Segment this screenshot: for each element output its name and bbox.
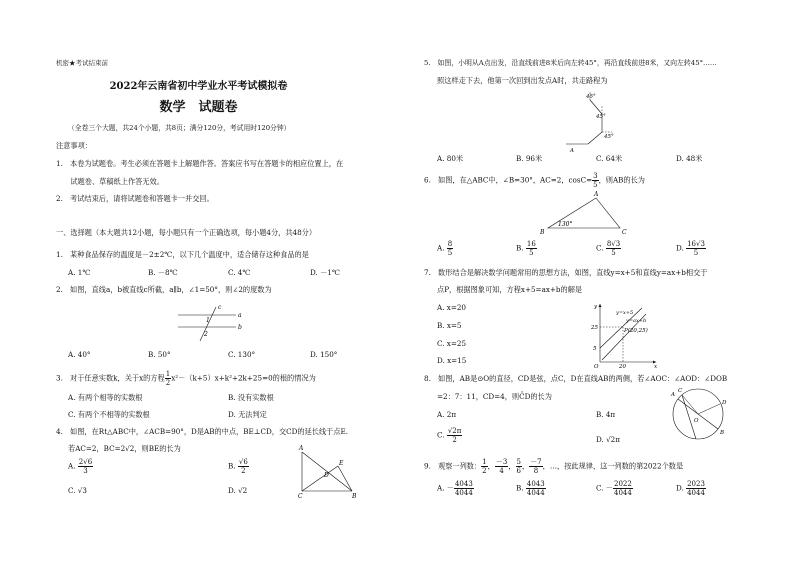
q6-option-d-frac bbox=[686, 240, 706, 257]
q7-figure bbox=[590, 300, 662, 370]
q9-option-a-num: 4043 bbox=[454, 480, 473, 488]
q6-option-b-num: 16 bbox=[526, 240, 536, 248]
q4-option-b[interactable] bbox=[228, 458, 249, 475]
q2-option-a[interactable]: A. 40° bbox=[68, 350, 91, 359]
q4-option-b-den: 2 bbox=[241, 467, 246, 475]
exam-title: 2022年云南省初中学业水平考试模拟卷 bbox=[109, 81, 288, 92]
q4-label-C: C bbox=[298, 493, 303, 500]
q9-option-b-frac bbox=[526, 480, 546, 497]
q9-seq-1-den: 2 bbox=[482, 467, 487, 475]
q6-option-c[interactable] bbox=[596, 240, 621, 257]
q9-stem-pre: 9. 观察一列数： bbox=[424, 461, 482, 471]
q8-label-O: O bbox=[694, 418, 699, 424]
q5-option-a[interactable]: A. 80米 bbox=[437, 154, 464, 163]
q8-option-c[interactable] bbox=[437, 427, 462, 444]
q9-option-d-label: D. bbox=[676, 483, 684, 493]
q8-label-D: D bbox=[722, 400, 727, 406]
q9-option-c-frac bbox=[613, 480, 633, 497]
q9-stem: 9. 观察一列数： $\frac{1}{2}$ ， $\frac{-3}{4}$ ， $\frac{5}{6}$ ， $\frac{-7}{8}$ ，…，按此规律，这一列数的第2022个数是 bbox=[424, 458, 684, 475]
q8-option-c-den: 2 bbox=[452, 436, 457, 444]
q1-option-a[interactable]: A. 1℃ bbox=[68, 268, 91, 277]
q6-option-c-label: C. bbox=[596, 243, 604, 253]
q3-stem bbox=[56, 370, 316, 387]
q7-tick-5: 5 bbox=[593, 346, 597, 352]
q4-figure bbox=[294, 446, 364, 498]
q6-option-c-num: 8√3 bbox=[606, 240, 621, 248]
q6-label-B: B bbox=[540, 229, 545, 236]
q3-option-d[interactable]: D. 无法判定 bbox=[228, 410, 267, 419]
q2-figure bbox=[178, 305, 268, 345]
q6-option-a-frac bbox=[447, 240, 453, 257]
q7-stem-line2: 点P，根据图象可知，方程x+5=ax+b的解是 bbox=[437, 285, 583, 294]
q6-option-b-frac bbox=[526, 240, 537, 257]
q6-option-b-label: B. bbox=[516, 243, 524, 253]
q9-option-d[interactable] bbox=[676, 480, 706, 497]
q8-stem-line2: =2：7：11，CD=4，则C̑D的长为 bbox=[437, 392, 552, 401]
q3-frac-den: 2 bbox=[165, 379, 171, 387]
q8-option-a[interactable]: A. 2π bbox=[437, 410, 457, 419]
q7-axis-x: x bbox=[654, 364, 658, 370]
q4-option-a[interactable] bbox=[68, 458, 93, 475]
q7-point-p: P(20,25) bbox=[624, 328, 648, 334]
q9-seq-4 bbox=[529, 458, 542, 475]
q4-option-a-num: 2√6 bbox=[78, 458, 93, 466]
q7-option-c[interactable]: C. x=25 bbox=[437, 339, 467, 348]
q7-line1-label: y=x+5 bbox=[616, 310, 634, 316]
q4-stem-line1: 4. 如图，在Rt△ABC中，∠ACB=90°，D是AB的中点，BE⊥CD，交CD的延长线于点E. bbox=[56, 427, 349, 436]
q5-angle-1: 45° bbox=[586, 94, 596, 100]
q8-option-c-frac bbox=[447, 427, 463, 444]
q2-option-b[interactable]: B. 50° bbox=[148, 350, 171, 359]
q6-option-d-label: D. bbox=[676, 243, 684, 253]
q9-seq-3 bbox=[516, 458, 522, 475]
q2-label-c: c bbox=[218, 304, 222, 311]
q9-option-c[interactable] bbox=[596, 480, 633, 497]
q7-origin: O bbox=[594, 364, 599, 370]
q9-option-d-frac bbox=[686, 480, 706, 497]
q8-option-b[interactable]: B. 4π bbox=[596, 410, 616, 419]
q7-line2-label: y=ax+b bbox=[626, 318, 647, 324]
secret-label: 机密★考试结束前 bbox=[56, 59, 108, 67]
q6-option-c-den: 5 bbox=[611, 249, 616, 257]
q9-option-b-label: B. bbox=[516, 483, 524, 493]
q4-option-a-den: 3 bbox=[83, 467, 88, 475]
section-heading: 一、选择题（本大题共12小题，每小题只有一个正确选项，每小题4分，共48分） bbox=[56, 228, 317, 237]
q9-option-b-den: 4044 bbox=[526, 489, 545, 497]
q6-stem bbox=[424, 172, 645, 189]
q2-label-a: a bbox=[238, 312, 242, 319]
q9-seq-2-num: －3 bbox=[495, 458, 508, 466]
q8-option-c-num: √2π bbox=[447, 427, 462, 435]
q3-option-a[interactable]: A. 有两个相等的实数根 bbox=[68, 393, 143, 402]
note-line-3: 2. 考试结束后，请将试题卷和答题卡一并交回。 bbox=[56, 194, 214, 203]
q4-option-b-frac bbox=[238, 458, 249, 475]
q9-option-c-den: 4044 bbox=[614, 489, 632, 497]
q9-option-c-label: C. － bbox=[596, 483, 613, 493]
q2-label-b: b bbox=[238, 324, 242, 331]
q1-option-c[interactable]: C. 4℃ bbox=[228, 268, 251, 277]
q5-label-A: A bbox=[570, 148, 574, 154]
q9-option-a-den: 4044 bbox=[454, 489, 473, 497]
q4-label-D: D bbox=[324, 472, 329, 479]
q4-stem-line2: 若AC=2，BC=2√2，则BE的长为 bbox=[68, 444, 181, 453]
q9-seq-1-num: 1 bbox=[482, 458, 487, 466]
q5-figure bbox=[566, 88, 626, 154]
q5-stem-line1: 5. 如图，小明从A点出发，沿直线前进8米后向左转45°，再沿直线前进8米，又向左转45°…… bbox=[424, 59, 717, 67]
q6-option-d-den: 5 bbox=[693, 249, 699, 257]
q6-angle-label: 130° bbox=[558, 221, 573, 228]
q6-option-a-num: 8 bbox=[447, 240, 453, 248]
q6-option-b[interactable] bbox=[516, 240, 537, 257]
q6-option-a[interactable] bbox=[437, 240, 453, 257]
q6-frac-den: 5 bbox=[593, 181, 598, 189]
q1-option-d[interactable]: D. －1℃ bbox=[310, 268, 340, 277]
q9-option-a-frac bbox=[454, 480, 474, 497]
q9-seq-1 bbox=[481, 458, 487, 475]
q4-option-a-frac bbox=[78, 458, 93, 475]
q8-option-d[interactable]: D. √2π bbox=[596, 435, 620, 444]
q4-label-A: A bbox=[299, 445, 304, 452]
q9-option-b-num: 4043 bbox=[526, 480, 545, 488]
q4-option-b-label: B. bbox=[228, 461, 236, 471]
q4-option-d[interactable]: D. √2 bbox=[228, 486, 248, 495]
q7-option-d[interactable]: D. x=15 bbox=[437, 356, 467, 365]
q4-option-a-label: A. bbox=[68, 461, 76, 471]
q9-option-d-den: 4044 bbox=[687, 489, 705, 497]
q8-figure bbox=[668, 384, 728, 444]
q3-frac-num: 1 bbox=[165, 370, 171, 378]
q6-stem-post: ，则AB的长为 bbox=[598, 175, 645, 185]
q8-label-C: C bbox=[678, 388, 683, 394]
q4-option-b-num: √6 bbox=[238, 458, 248, 466]
q9-option-b[interactable] bbox=[516, 480, 546, 497]
q8-stem-line1: 8. 如图，AB是⊙O的直径，CD是弦，点C，D在直线AB的两侧，若∠AOC：∠AOD：∠DOB bbox=[424, 374, 728, 383]
q9-seq-3-den: 6 bbox=[516, 467, 521, 475]
q9-option-a-label: A. － bbox=[437, 483, 454, 493]
q7-tick-20: 20 bbox=[619, 364, 626, 370]
q2-option-d[interactable]: D. 150° bbox=[310, 350, 338, 359]
q9-stem-post: ，…，按此规律，这一列数的第2022个数是 bbox=[542, 461, 684, 471]
q7-option-b[interactable]: B. x=5 bbox=[437, 321, 462, 330]
q6-stem-pre: 6. 如图，在△ABC中，∠B=30°，AC=2，cosC= bbox=[424, 175, 593, 185]
q9-seq-2-den: 4 bbox=[499, 467, 504, 475]
exam-subtitle: 数学 试题卷 bbox=[159, 100, 238, 115]
q9-option-d-num: 2023 bbox=[687, 480, 705, 488]
q2-label-2: 2 bbox=[204, 331, 208, 338]
q9-seq-3-num: 5 bbox=[516, 458, 521, 466]
q6-option-d-num: 16√3 bbox=[687, 240, 705, 248]
q6-option-a-den: 5 bbox=[447, 249, 453, 257]
note-line-1: 1. 本卷为试题卷。考生必须在答题卡上解题作答。答案应书写在答题卡的相应位置上，在 bbox=[56, 159, 344, 168]
q4-label-E: E bbox=[339, 460, 344, 467]
q7-tick-25: 25 bbox=[591, 325, 598, 331]
q6-option-c-frac bbox=[606, 240, 621, 257]
q6-frac-num: 3 bbox=[593, 172, 598, 180]
q8-label-A: A bbox=[671, 392, 675, 398]
q1-stem: 1. 某种食品保存的温度是－2±2℃，以下几个温度中，适合储存这种食品的是 bbox=[56, 250, 309, 259]
q2-option-c[interactable]: C. 130° bbox=[228, 350, 256, 359]
note-line-2: 试题卷、草稿纸上作答无效。 bbox=[56, 177, 164, 186]
q2-label-1: 1 bbox=[206, 317, 210, 324]
q3-option-b[interactable]: B. 没有实数根 bbox=[228, 393, 274, 402]
q8-label-B: B bbox=[720, 430, 725, 436]
notes-heading: 注意事项： bbox=[56, 141, 92, 150]
q9-seq-4-num: －7 bbox=[530, 458, 542, 466]
q5-option-c[interactable]: C. 64米 bbox=[596, 154, 623, 163]
q6-option-b-den: 5 bbox=[529, 249, 534, 257]
q3-stem-post: x²－（k+5）x+k²+2k+25=0的根的情况为 bbox=[171, 373, 316, 383]
q5-angle-2: 45° bbox=[596, 114, 606, 120]
q4-label-B: B bbox=[352, 493, 357, 500]
q7-option-a[interactable]: A. x=20 bbox=[437, 303, 466, 312]
q9-seq-2 bbox=[495, 458, 508, 475]
q7-stem-line1: 7. 数形结合是解决数学问题常用的思想方法，如图，直线y=x+5和直线y=ax+b相交于 bbox=[424, 268, 708, 277]
q5-stem-line2: 照这样走下去，他第一次回到出发点A时，共走路程为 bbox=[437, 76, 608, 85]
q3-option-c[interactable]: C. 有两个不相等的实数根 bbox=[68, 410, 150, 419]
q5-angle-3: 45° bbox=[604, 134, 614, 140]
q9-option-c-num: 2022 bbox=[614, 480, 632, 488]
q8-option-c-label: C. bbox=[437, 430, 445, 440]
q4-option-c[interactable]: C. √3 bbox=[68, 486, 87, 495]
q9-seq-4-den: 8 bbox=[533, 467, 539, 475]
exam-meta: （全卷三个大题，共24个小题，共8页；满分120分，考试用时120分钟） bbox=[68, 124, 291, 132]
q6-figure bbox=[538, 190, 634, 240]
q7-axis-y: y bbox=[594, 304, 598, 310]
q3-stem-pre: 3. 对于任意实数k，关于x的方程 bbox=[56, 373, 165, 383]
q1-option-b[interactable]: B. －8℃ bbox=[148, 268, 178, 277]
q5-option-b[interactable]: B. 96米 bbox=[516, 154, 543, 163]
q6-option-a-label: A. bbox=[437, 243, 445, 253]
q6-label-C: C bbox=[622, 229, 627, 236]
q5-option-d[interactable]: D. 48米 bbox=[676, 154, 703, 163]
q6-option-d[interactable] bbox=[676, 240, 706, 257]
q9-option-a[interactable] bbox=[437, 480, 474, 497]
q6-label-A: A bbox=[594, 191, 599, 198]
q2-stem: 2. 如图，直线a，b被直线c所截，a∥b，∠1=50°，则∠2的度数为 bbox=[56, 285, 272, 294]
